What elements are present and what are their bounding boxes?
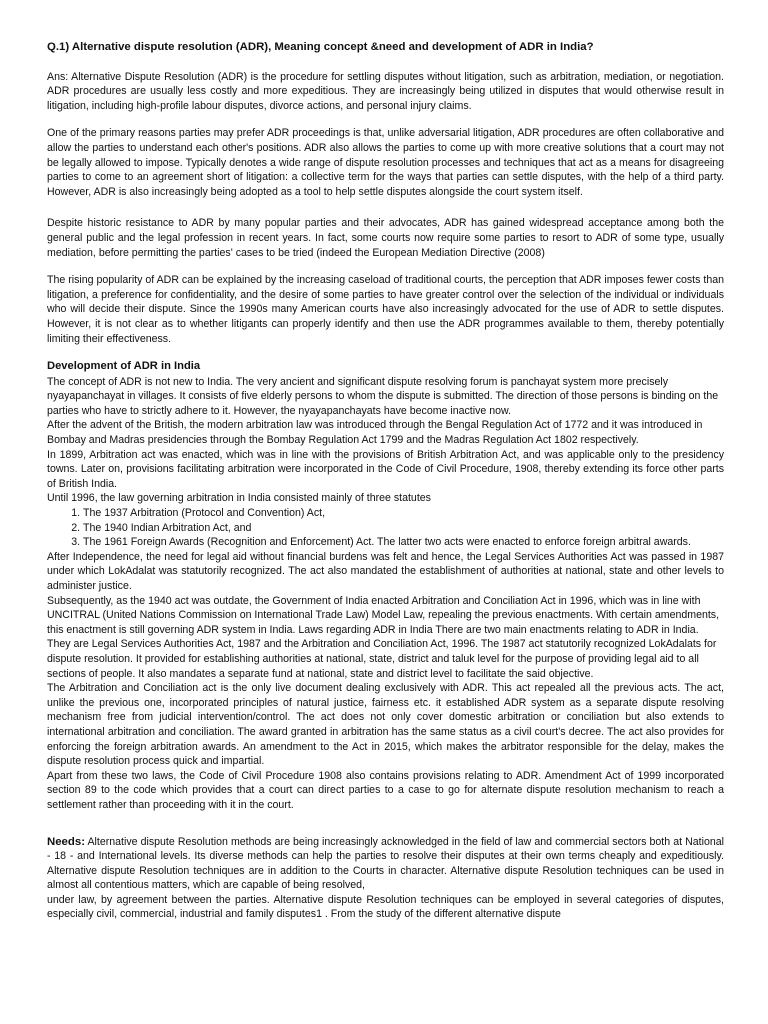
list-item: 2. The 1940 Indian Arbitration Act, and	[83, 521, 724, 536]
development-paragraph-1: The concept of ADR is not new to India. The very ancient and significant dispute resolving forum is panchayat system more precisely nyayapanchayat in villages. It consists of five elderly persons to whom the dispute is submitted. The direction of those persons is binding on the parties who have to strictly adhere to it. However, the nyayapanchayats have become inactive now.	[47, 375, 719, 417]
development-paragraph-7: The Arbitration and Conciliation act is the only live document dealing exclusively with ADR. This act repealed all the previous acts. The act, unlike the previous one, incorporated principles of natural justice, fairness etc. it established ADR system as a separate dispute resolving mechanism free from judicial intervention/control. The act does not only cover domestic arbitration or conciliation but also extends to international arbitration and conciliation. The award granted in arbitration has the same status as a civil court's decree. The act also provides for enforcing the foreign arbitration awards. An amendment to the Act in 2015, which makes the arbitrator responsible for the delay, makes the dispute resolution process quick and impartial.	[47, 682, 724, 768]
intro-paragraph-2: One of the primary reasons parties may prefer ADR proceedings is that, unlike adversarial litigation, ADR procedures are often collaborative and allow the parties to understand each other's positions. ADR also allows the parties to come up with more creative solutions that a court may not be legally allowed to impose. Typically denotes a wide range of dispute resolution processes and techniques that act as a means for disagreeing parties to come to an agreement short of litigation: a collective term for the ways that parties can settle disputes, with the help of a third party. However, ADR is also increasingly being adopted as a tool to help settle disputes alongside the court system itself.	[47, 127, 724, 198]
needs-text-1: Alternative dispute Resolution methods are being increasingly acknowledged in the field of law and commercial sectors both at National - 18 - and International levels. Its diverse methods can help the parties to resolve their disputes at their own terms cheaply and expeditiously. Alternative dispute Resolution techniques are in addition to the Courts in character. Alternative dispute Resolution techniques can be used in almost all contentious matters, which are capable of being resolved,	[47, 835, 724, 892]
intro-paragraph-1: Ans: Alternative Dispute Resolution (ADR) is the procedure for settling disputes without litigation, such as arbitration, mediation, or negotiation. ADR procedures are usually less costly and more expeditious. They are increasingly being utilized in disputes that would otherwise result in litigation, including high-profile labour disputes, divorce actions, and personal injury claims.	[47, 70, 724, 112]
development-paragraph-8: Apart from these two laws, the Code of Civil Procedure 1908 also contains provisions relating to ADR. Amendment Act of 1999 incorporated section 89 to the code which provides that a court can direct parties to a case to go for alternate dispute resolution mechanism to reach a settlement rather than proceeding with it in the court.	[47, 769, 724, 811]
development-paragraph-4: Until 1996, the law governing arbitration in India consisted mainly of three statutes	[47, 492, 431, 505]
section-heading-development: Development of ADR in India	[47, 360, 201, 373]
development-section	[47, 359, 724, 812]
intro-paragraph-3: Despite historic resistance to ADR by many popular parties and their advocates, ADR has gained widespread acceptance among both the general public and the legal profession in recent years. In fact, some courts now require some parties to resort to ADR of some type, usually mediation, before permitting the parties' cases to be tried (indeed the European Mediation Directive (2008)	[47, 217, 724, 259]
intro-paragraph-4: The rising popularity of ADR can be explained by the increasing caseload of traditional courts, the perception that ADR imposes fewer costs than litigation, a preference for confidentiality, and the desire of some parties to have greater control over the selection of the individual or individuals who will decide their dispute. Since the 1990s many American courts have also increasingly advocated for the use of ADR to settle disputes. However, it is not clear as to whether litigants can properly identify and then use the ADR programmes available to them, thereby potentially limiting their effectiveness.	[47, 274, 724, 345]
needs-section	[47, 835, 724, 923]
development-paragraph-2: After the advent of the British, the modern arbitration law was introduced through the Bengal Regulation Act of 1772 and it was introduced in Bombay and Madras presidencies through the Bombay Regulation Act 1799 and the Madras Regulation Act 1802 respectively.	[47, 419, 703, 447]
list-item: 1. The 1937 Arbitration (Protocol and Convention) Act,	[83, 506, 724, 521]
development-paragraph-3: In 1899, Arbitration act was enacted, which was in line with the provisions of British Arbitration Act, and was applicable only to the presidency towns. Later on, provisions facilitating arbitration were incorporated in the Code of Civil Procedure, 1908, thereby extending its force other parts of British India.	[47, 448, 724, 490]
statutes-list	[47, 506, 724, 550]
development-paragraph-6: Subsequently, as the 1940 act was outdate, the Government of India enacted Arbitration and Conciliation Act in 1996, which was in line with UNCITRAL (United Nations Commission on International Trade Law) Model Law, repealing the previous enactments. With certain amendments, this enactment is still governing ADR system in India. Laws regarding ADR in India There are two main enactments relating to ADR in India. They are Legal Services Authorities Act, 1987 and the Arbitration and Conciliation Act, 1996. The 1987 act statutorily recognized LokAdalats for dispute resolution. It provided for establishing authorities at national, state, district and taluk level for the purpose of providing legal aid to all sections of people. It also mandates a separate fund at national, state and district level to facilitate the said objective.	[47, 594, 720, 680]
list-item: 3. The 1961 Foreign Awards (Recognition and Enforcement) Act. The latter two acts were enacted to enforce foreign arbitral awards.	[83, 535, 724, 550]
question-title: Q.1) Alternative dispute resolution (ADR), Meaning concept &need and development of ADR in India?	[47, 41, 594, 53]
needs-paragraph	[47, 835, 724, 893]
needs-label: Needs:	[47, 835, 85, 848]
needs-paragraph-2: under law, by agreement between the parties. Alternative dispute Resolution techniques can be employed in several categories of disputes, especially civil, commercial, industrial and family disputes1 . From the study of the different alternative dispute	[47, 893, 724, 921]
development-paragraph-5: After Independence, the need for legal aid without financial burdens was felt and hence, the Legal Services Authorities Act was passed in 1987 under which LokAdalat was statutorily recognized. The act also mandated the establishment of authorities at national, state and other levels to administer justice.	[47, 550, 724, 592]
